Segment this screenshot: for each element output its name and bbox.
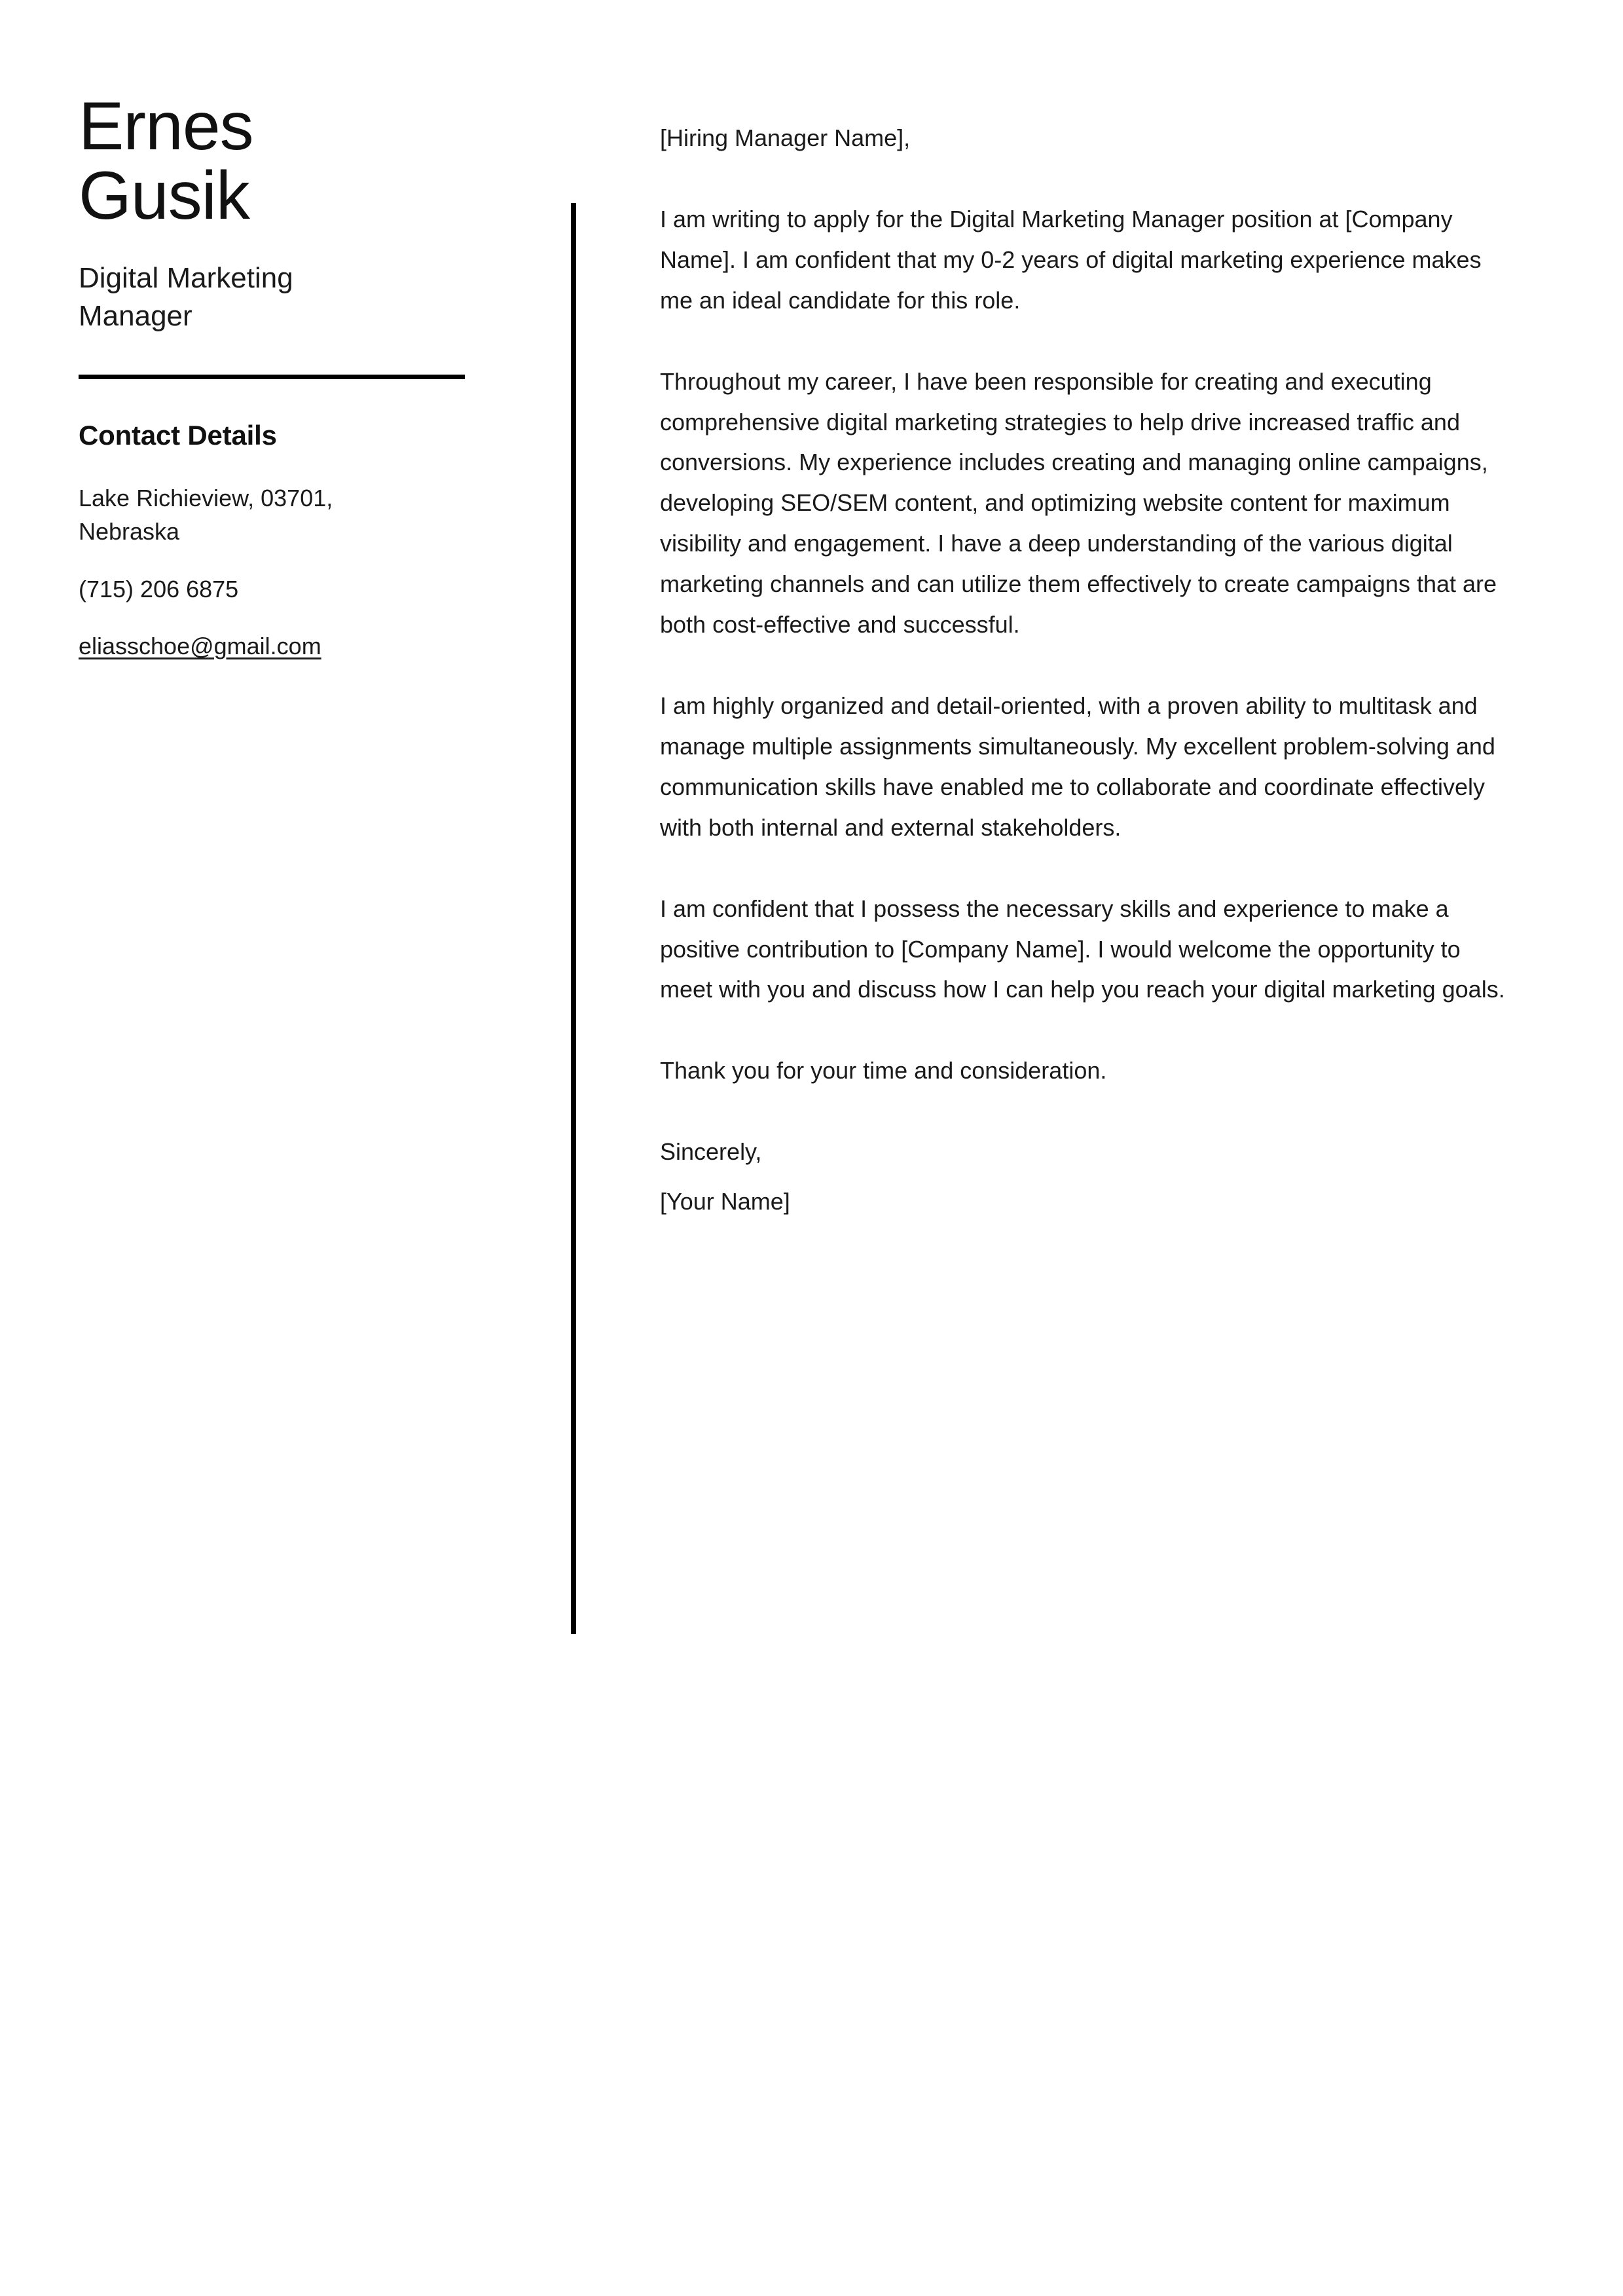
address-line-1: Lake Richieview, 03701, xyxy=(79,485,333,512)
letter-salutation: [Hiring Manager Name], xyxy=(660,124,911,151)
letter-paragraph-4: I am confident that I possess the necessary skills and experience to make a positive contribution to [Company Name]. I would welcome the opportunity to meet with you and discuss how I can help you reach your digital marketing goals. xyxy=(660,895,1505,1003)
candidate-name xyxy=(79,88,498,234)
letter-signoff: Sincerely, xyxy=(660,1138,762,1166)
contact-details-list xyxy=(79,481,498,662)
contact-address xyxy=(79,481,419,548)
sidebar xyxy=(79,88,498,663)
contact-phone: (715) 206 6875 xyxy=(79,575,239,602)
first-name: Ernes xyxy=(79,88,253,164)
last-name: Gusik xyxy=(79,158,249,234)
letter-signature-name: [Your Name] xyxy=(660,1188,790,1215)
letter-thanks: Thank you for your time and consideration. xyxy=(660,1057,1107,1084)
letter-paragraph-3: I am highly organized and detail-oriented, with a proven ability to multitask and manage multiple assignments simultaneously. My excellent problem-solving and communication skills have enabled me to collaborate and coordinate effectively with both internal and external stakeholders. xyxy=(660,692,1495,841)
address-line-2: Nebraska xyxy=(79,518,180,546)
letter-body xyxy=(660,118,1511,1222)
contact-details-heading: Contact Details xyxy=(79,420,277,451)
letter-paragraph-2: Throughout my career, I have been responsible for creating and executing comprehensive digital marketing strategies to help drive increased traffic and conversions. My experience includes creating and managing online campaigns, developing SEO/SEM content, and optimizing website content for maximum visibility and engagement. I have a deep understanding of the various digital marketing channels and can utilize them effectively to create campaigns that are both cost-effective and successful. xyxy=(660,367,1497,639)
contact-email-wrapper xyxy=(79,629,419,663)
contact-email-link[interactable]: eliasschoe@gmail.com xyxy=(79,632,321,659)
vertical-divider xyxy=(571,203,576,1634)
job-title: Digital Marketing Manager xyxy=(79,262,293,333)
sidebar-divider-rule xyxy=(79,375,465,379)
letter-paragraph-1: I am writing to apply for the Digital Marketing Manager position at [Company Name]. I am confident that my 0-2 years of digital marketing experience makes me an ideal candidate for this role. xyxy=(660,205,1482,314)
